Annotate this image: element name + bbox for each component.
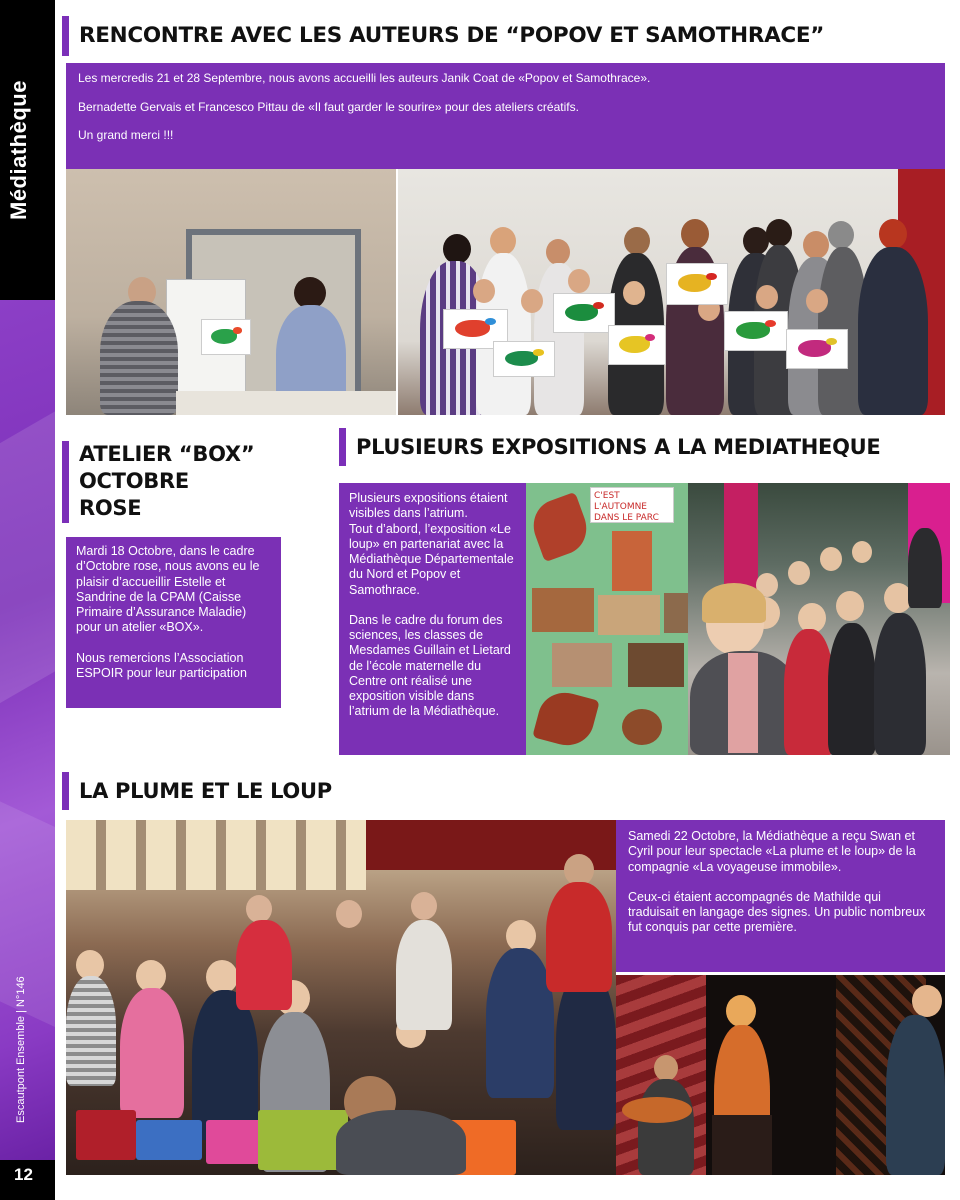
- expositions-paragraph-1: Plusieurs expositions étaient visibles dans l’atrium. Tout d’abord, l’exposition «Le loup» en partenariat avec la Médiathèque Départementale du Nord et Popov et Samothrace.: [349, 491, 514, 597]
- rencontre-text-box: [66, 63, 945, 169]
- sidebar: [0, 0, 55, 1200]
- plume-loup-title: LA PLUME ET LE LOUP: [79, 779, 332, 803]
- section-label: Médiathèque: [6, 80, 31, 220]
- expositions-paragraph-2: Dans le cadre du forum des sciences, les classes de Mesdames Guillain et Lietard de l’école maternelle du Centre ont réalisé une exposition visible dans l’atrium de la Médiathèque.: [349, 612, 511, 719]
- expositions-title: PLUSIEURS EXPOSITIONS A LA MEDIATHEQUE: [356, 435, 881, 459]
- atelier-box-text-box: [66, 537, 281, 708]
- audience-photo: [66, 820, 616, 1175]
- plume-loup-heading: [62, 772, 332, 810]
- authors-group-photo: [398, 169, 945, 415]
- rencontre-heading: [62, 16, 824, 56]
- children-atrium-photo: [688, 483, 950, 755]
- rencontre-paragraph-1: Les mercredis 21 et 28 Septembre, nous avons accueilli les auteurs Janik Coat de «Popov et Samothrace».: [78, 71, 651, 85]
- atelier-box-title-line-2: OCTOBRE: [79, 469, 189, 493]
- atelier-box-paragraph-2: Nous remercions l’Association ESPOIR pour leur participation: [76, 650, 247, 680]
- atelier-box-title: [69, 441, 254, 522]
- rencontre-title: RENCONTRE AVEC LES AUTEURS DE “POPOV ET SAMOTHRACE”: [79, 23, 825, 48]
- plume-loup-paragraph-2: Ceux-ci étaient accompagnés de Mathilde qui traduisait en langage des signes. Un public nombreux fut conquis par cette première.: [628, 889, 926, 935]
- rencontre-paragraph-2: Bernadette Gervais et Francesco Pittau de «Il faut garder le sourire» pour des ateliers créatifs.: [78, 99, 579, 114]
- atelier-box-title-line-3: ROSE: [79, 496, 142, 520]
- workshop-photo-left: [66, 169, 396, 415]
- plume-loup-text-box: [616, 820, 945, 972]
- atelier-box-heading: [62, 441, 254, 523]
- magazine-label: Escautpont Ensemble | N°146: [15, 976, 27, 1124]
- plume-loup-paragraph-1: Samedi 22 Octobre, la Médiathèque a reçu Swan et Cyril pour leur spectacle «La plume et le loup» de la compagnie «La voyageuse immobile».: [628, 829, 916, 874]
- expositions-text-box: [339, 483, 526, 755]
- expositions-heading: [339, 428, 880, 466]
- page-number: 12: [0, 1160, 55, 1200]
- autumn-board-photo: [526, 483, 688, 755]
- atelier-box-title-line-1: ATELIER “BOX”: [79, 442, 255, 466]
- rencontre-paragraph-3: Un grand merci !!!: [78, 128, 174, 143]
- stage-photo: [616, 975, 945, 1175]
- atelier-box-paragraph-1: Mardi 18 Octobre, dans le cadre d’Octobre rose, nous avons eu le plaisir d’accueillir Estelle et Sandrine de la CPAM (Caisse Primaire d’Assurance Maladie) pour un atelier «BOX».: [76, 544, 260, 635]
- board-sign: C'EST L'AUTOMNE DANS LE PARC: [590, 487, 674, 523]
